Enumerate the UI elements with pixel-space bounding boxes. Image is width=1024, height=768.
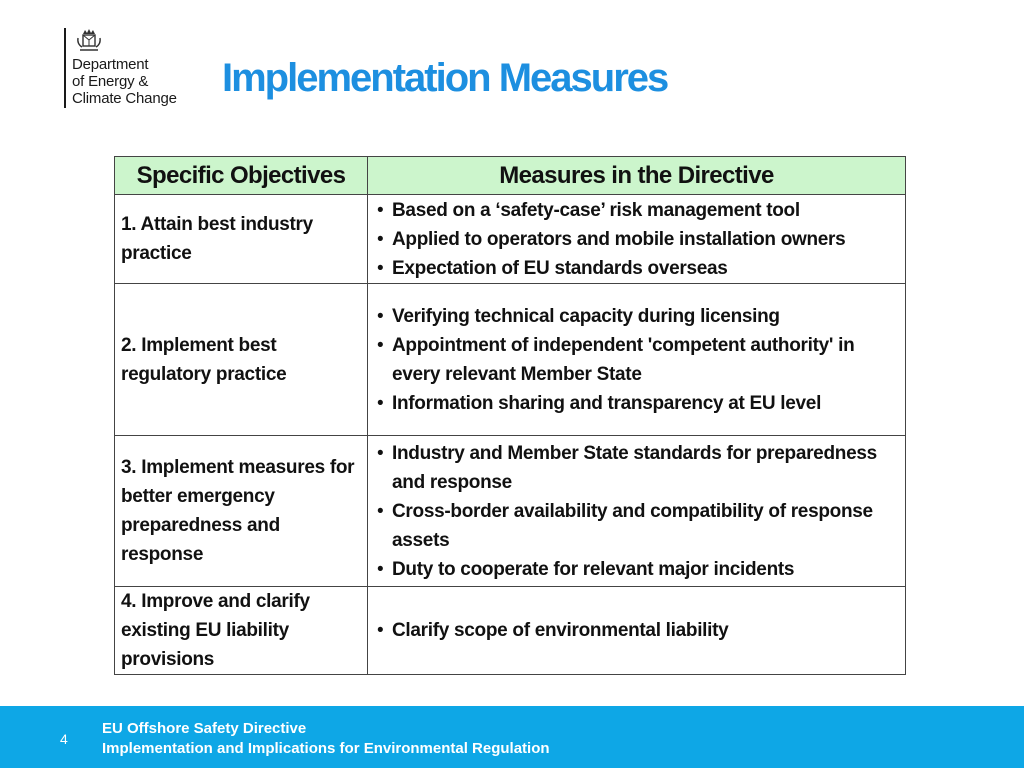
table-row [115,587,906,675]
measure-item: • Verifying technical capacity during licensing [376,302,899,331]
objective-cell: 4. Improve and clarify existing EU liability provisions [115,587,368,675]
table-row [115,284,906,436]
measures-cell [368,587,906,675]
royal-crest-icon [76,28,102,54]
logo-line: Climate Change [72,90,177,107]
footer-title: EU Offshore Safety Directive [102,720,307,737]
footer-text [102,719,550,759]
measure-item: • Based on a ‘safety-case’ risk management tool [376,196,899,225]
measure-item: • Information sharing and transparency at EU level [376,389,899,418]
measure-item: • Industry and Member State standards for preparedness and response [376,439,899,497]
logo-line: of Energy & [72,73,149,90]
measure-item: • Applied to operators and mobile installation owners [376,225,899,254]
measure-item: • Cross-border availability and compatibility of response assets [376,497,899,555]
header-measures: Measures in the Directive [368,157,906,195]
footer-bar [0,706,1024,768]
objective-cell: 1. Attain best industry practice [115,195,368,284]
measure-item: • Appointment of independent 'competent authority' in every relevant Member State [376,331,899,389]
objectives-table [114,156,906,675]
measures-cell [368,195,906,284]
slide-title: Implementation Measures [222,56,668,100]
header-specific-objectives: Specific Objectives [115,157,368,195]
logo-text [72,56,177,107]
footer-subtitle: Implementation and Implications for Environmental Regulation [102,740,550,757]
logo-divider [64,28,66,108]
measures-cell [368,284,906,436]
measure-item: • Clarify scope of environmental liability [376,616,899,645]
objective-cell: 2. Implement best regulatory practice [115,284,368,436]
page-number: 4 [60,731,68,747]
measure-item: • Duty to cooperate for relevant major incidents [376,555,899,584]
objective-cell: 3. Implement measures for better emergency preparedness and response [115,436,368,587]
logo-line: Department [72,56,149,73]
measure-item: • Expectation of EU standards overseas [376,254,899,283]
measures-cell [368,436,906,587]
table-row [115,436,906,587]
table-row [115,195,906,284]
department-logo [64,28,177,108]
table-header-row [115,157,906,195]
